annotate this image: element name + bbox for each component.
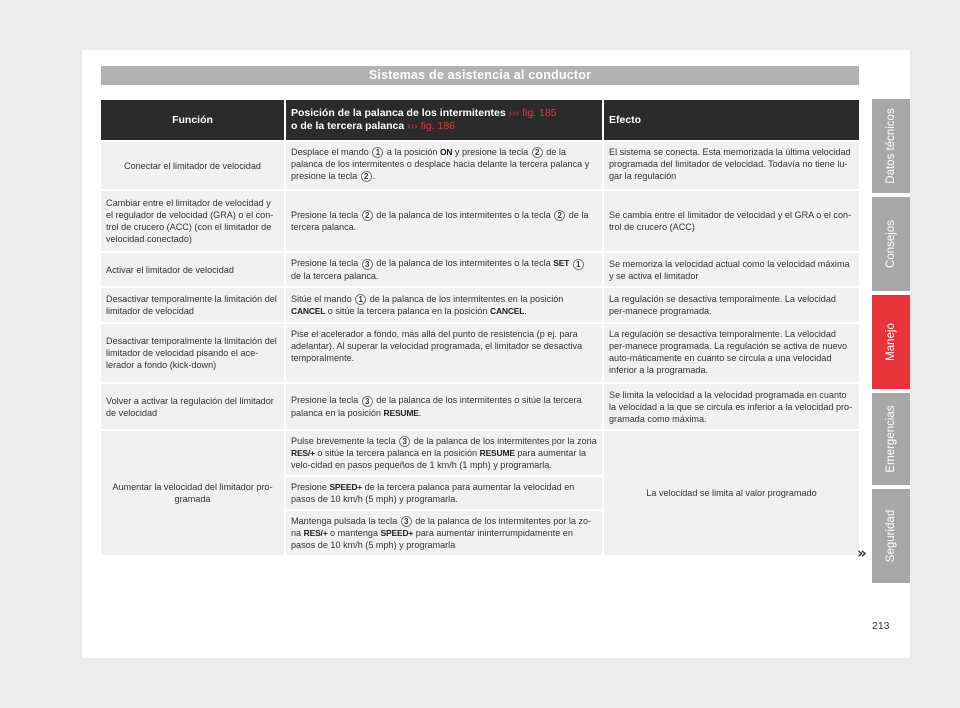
cell-posicion: Presione la tecla 2 de la palanca de los intermitentes o la tecla 2 de la tercera palanca. xyxy=(284,189,602,251)
table-row xyxy=(101,382,859,429)
callout-number: 3 xyxy=(362,259,373,270)
key-label: SPEED+ xyxy=(380,528,414,539)
cell-posicion: Desplace el mando 1 a la posición ON y presione la tecla 2 de la palanca de los intermitentes o desplace hacia delante la tercera palanca y presione la tecla 2 . xyxy=(284,140,602,189)
cell-funcion: Desactivar temporalmente la limitación del limitador de velocidad xyxy=(101,286,284,322)
callout-number: 3 xyxy=(401,516,412,527)
callout-number: 1 xyxy=(355,294,366,305)
page-number: 213 xyxy=(872,620,890,632)
cell-posicion: Presione la tecla 3 de la palanca de los intermitentes o sitúe la tercera palanca en la posición RESUME. xyxy=(284,382,602,429)
cell-posicion: Pulse brevemente la tecla 3 de la palanca de los intermitentes por la zona RES/+ o sitúe la tercera palanca en la posición RESUME para aumentar la velo-cidad en pasos pequeños de 1 km/h (1 mph) y programarla. xyxy=(284,429,602,475)
cell-posicion: Presione la tecla 3 de la palanca de los intermitentes o la tecla SET 1 de la tercera palanca. xyxy=(284,251,602,286)
cell-funcion: Conectar el limitador de velocidad xyxy=(101,140,284,189)
callout-number: 2 xyxy=(532,147,543,158)
cell-efecto: La regulación se desactiva temporalmente. La velocidad per-manece programada. xyxy=(602,286,859,322)
header-funcion: Función xyxy=(101,100,284,140)
header-posicion-line1: Posición de la palanca de los intermitentes xyxy=(291,107,506,119)
tab-manejo[interactable]: Manejo xyxy=(872,295,910,389)
cell-funcion: Aumentar la velocidad del limitador pro-gramada xyxy=(101,429,284,555)
fig-186-link[interactable]: ››› fig. 186 xyxy=(407,120,456,132)
cell-efecto: Se cambia entre el limitador de velocidad y el GRA o el con-trol de crucero (ACC) xyxy=(602,189,859,251)
cell-posicion: Pise el acelerador a fondo, más allá del punto de resistencia (p ej. para adelantar). Al superar la velocidad programada, el limitador se desactiva temporalmente. xyxy=(284,322,602,382)
table-header-row xyxy=(101,100,859,140)
key-label: RESUME xyxy=(383,407,419,418)
table-row xyxy=(101,140,859,189)
header-posicion xyxy=(284,100,602,140)
table-row xyxy=(101,251,859,286)
tab-datos-tecnicos[interactable]: Datos técnicos xyxy=(872,99,910,193)
key-label: RESUME xyxy=(479,448,515,459)
key-label: SET xyxy=(553,258,570,269)
key-label: ON xyxy=(440,147,453,157)
key-label: SPEED+ xyxy=(329,482,363,493)
callout-number: 1 xyxy=(573,259,584,270)
cell-funcion: Desactivar temporalmente la limitación del limitador de velocidad pisando el ace-lerador a fondo (kick-down) xyxy=(101,322,284,382)
cell-posicion: Presione SPEED+ de la tercera palanca para aumentar la velocidad en pasos de 10 km/h (5 mph) y programarla. xyxy=(284,475,602,509)
callout-number: 1 xyxy=(372,147,383,158)
key-label: RES/+ xyxy=(291,448,315,459)
continue-next-page-icon: » xyxy=(857,544,867,562)
callout-number: 3 xyxy=(399,436,410,447)
header-efecto: Efecto xyxy=(602,100,859,140)
table-row xyxy=(101,429,859,475)
cell-efecto: La regulación se desactiva temporalmente. La velocidad per-manece programada. La regulación se activa de nuevo auto-máticamente en cuanto se circula a una velocidad inferior a la programada. xyxy=(602,322,859,382)
key-label: RES/+ xyxy=(303,528,328,539)
table-row xyxy=(101,286,859,322)
tab-emergencias[interactable]: Emergencias xyxy=(872,393,910,485)
callout-number: 3 xyxy=(362,396,373,407)
cell-efecto: Se memoriza la velocidad actual como la velocidad máxima y se activa el limitador xyxy=(602,251,859,286)
cell-funcion: Cambiar entre el limitador de velocidad y el regulador de velocidad (GRA) o el con-trol de crucero (ACC) (con el limitador de velocidad conectado) xyxy=(101,189,284,251)
table-row xyxy=(101,322,859,382)
fig-185-link[interactable]: ››› fig. 185 xyxy=(508,107,557,119)
key-label: CANCEL xyxy=(291,306,326,317)
cell-posicion: Mantenga pulsada la tecla 3 de la palanca de los intermitentes por la zo-na RES/+ o mantenga SPEED+ para aumentar ininterrumpidamente en pasos de 10 km/h (5 mph) y programarla xyxy=(284,509,602,555)
callout-number: 2 xyxy=(554,210,565,221)
tab-consejos[interactable]: Consejos xyxy=(872,197,910,291)
callout-number: 2 xyxy=(361,171,372,182)
cell-funcion: Volver a activar la regulación del limitador de velocidad xyxy=(101,382,284,429)
cell-efecto: El sistema se conecta. Esta memorizada la última velocidad programada del limitador de velocidad. Todavía no tiene lu-gar la regulación xyxy=(602,140,859,189)
tab-seguridad[interactable]: Seguridad xyxy=(872,489,910,583)
function-table xyxy=(101,100,859,555)
section-title: Sistemas de asistencia al conductor xyxy=(101,66,859,85)
key-label: CANCEL xyxy=(490,306,525,317)
cell-efecto: Se limita la velocidad a la velocidad programada en cuanto la velocidad a la que se circula es inferior a la velocidad pro-gramada como máxima. xyxy=(602,382,859,429)
cell-funcion: Activar el limitador de velocidad xyxy=(101,251,284,286)
table-row xyxy=(101,189,859,251)
header-posicion-line2: o de la tercera palanca xyxy=(291,120,405,132)
cell-efecto: La velocidad se limita al valor programado xyxy=(602,429,859,555)
cell-posicion: Sitúe el mando 1 de la palanca de los intermitentes en la posición CANCEL o sitúe la tercera palanca en la posición CANCEL. xyxy=(284,286,602,322)
callout-number: 2 xyxy=(362,210,373,221)
